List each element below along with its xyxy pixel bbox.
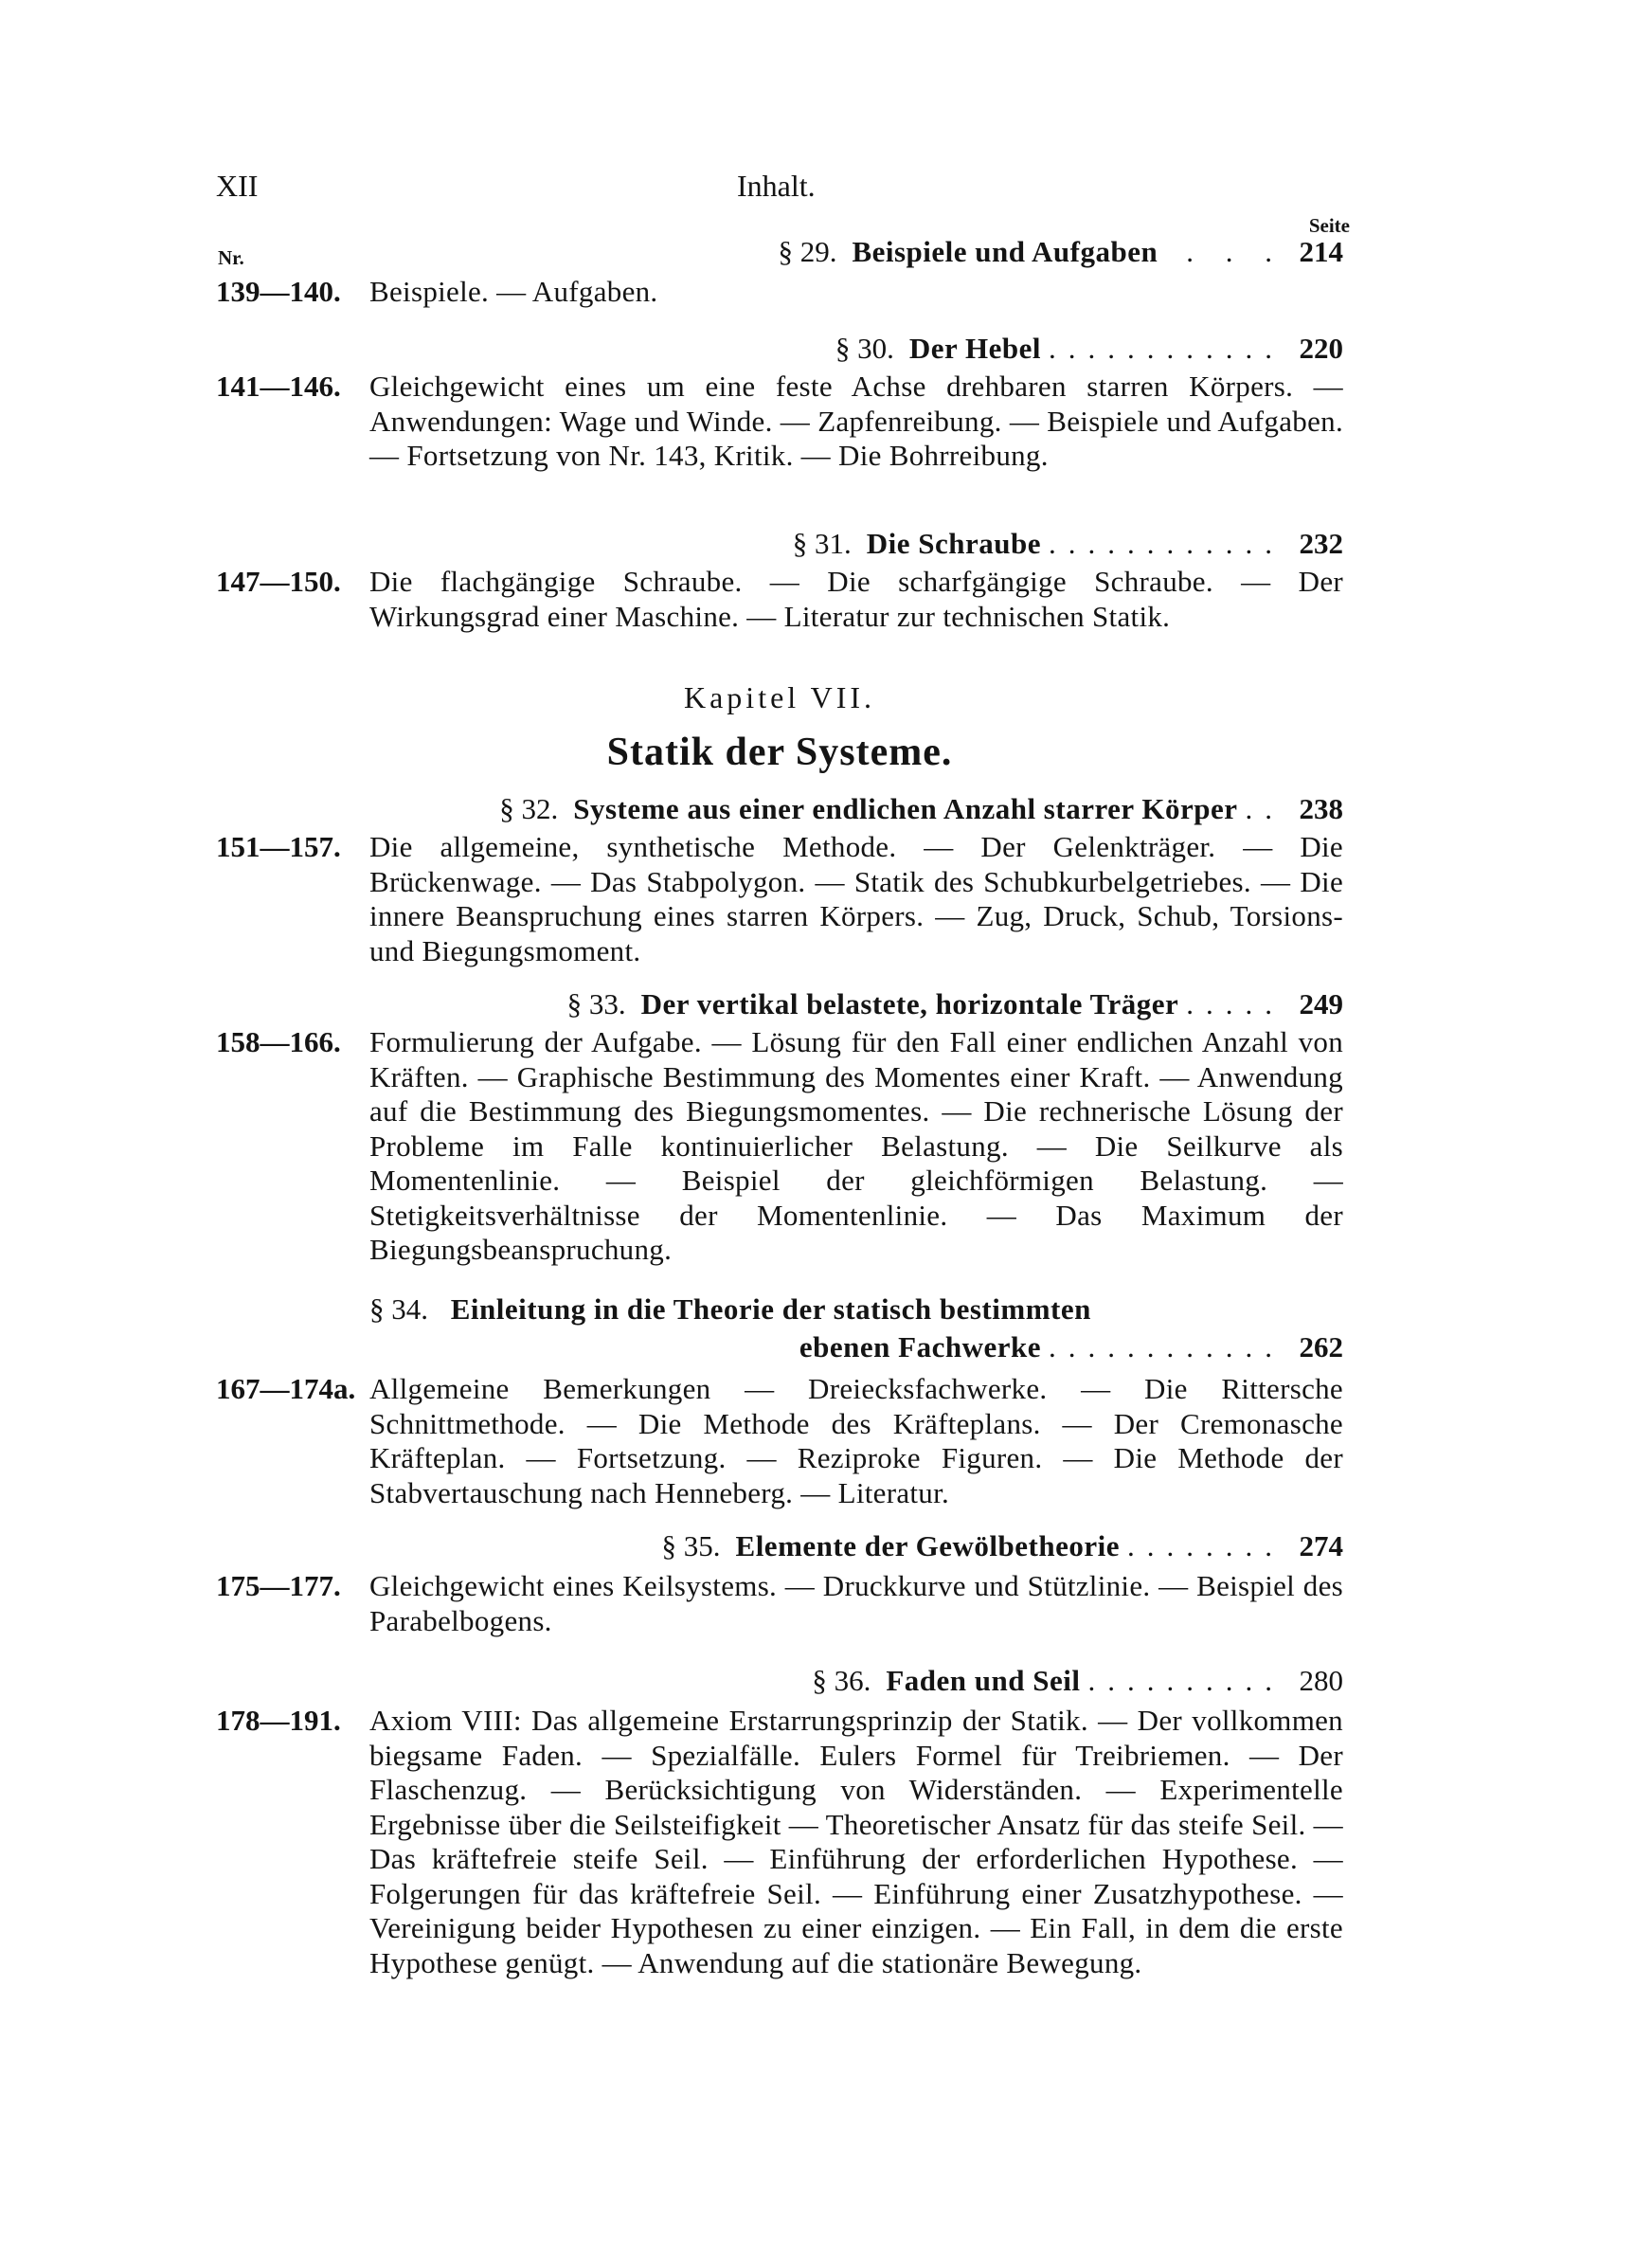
leader-dots: ............	[1049, 1330, 1284, 1363]
section-symbol: § 35.	[661, 1529, 721, 1562]
seite-column-header: Seite	[1308, 214, 1350, 237]
entry-text: Allgemeine Bemerkungen — Dreiecksfachwerke. — Die Rittersche Schnittmethode. — Die Methode des Kräfteplans. — Der Cremonasche Kräfteplan. — Fortsetzung. — Reziproke Figuren. — Die Methode der Stabvertauschung nach Henneberg. — Literatur.	[369, 1372, 1343, 1509]
entry-range: 147—150.	[216, 565, 341, 598]
section-symbol: § 34.	[369, 1292, 428, 1326]
section-title: Elemente der Gewölbetheorie	[735, 1529, 1120, 1562]
entry-range: 178—191.	[216, 1704, 341, 1737]
leader-dots: ........	[1127, 1529, 1284, 1562]
section-symbol: § 32.	[499, 792, 559, 825]
toc-entry	[216, 1704, 1343, 2054]
section-page: 232	[1299, 527, 1343, 560]
leader-dots: ..........	[1087, 1664, 1284, 1697]
leader-dots: . . .	[1186, 235, 1284, 268]
section-symbol: § 36.	[812, 1664, 871, 1697]
section-symbol: § 30.	[835, 332, 894, 365]
entry-range: 167—174a.	[216, 1372, 356, 1405]
page-header	[216, 169, 1343, 207]
page-number: XII	[216, 169, 259, 203]
entry-text: Axiom VIII: Das allgemeine Erstarrungsprinzip der Statik. — Der vollkommen biegsame Faden. — Spezialfälle. Eulers Formel für Treibriemen. — Der Flaschenzug. — Berücksichtigung von Widerständen. — Experimentelle Ergebnisse über die Seilsteifigkeit — Theoretischer Ansatz für das steife Seil. — Das kräftefreie steife Seil. — Einführung der erforderlichen Hypothese. — Folgerungen für das kräftefreie Seil. — Einführung einer Zusatzhypothese. — Vereinigung beider Hypothesen zu einer einzigen. — Ein Fall, in dem die erste Hypothese genügt. — Anwendung auf die stationäre Bewegung.	[369, 1704, 1343, 1979]
section-symbol: § 29.	[778, 235, 837, 268]
section-page: 220	[1299, 332, 1343, 365]
toc-entry	[216, 370, 1343, 512]
section-title: Der Hebel	[908, 332, 1041, 365]
section-page: 238	[1299, 792, 1343, 825]
entry-text: Gleichgewicht eines um eine feste Achse drehbaren starren Körpers. — Anwendungen: Wage und Winde. — Zapfenreibung. — Beispiele und Aufgaben. — Fortsetzung von Nr. 143, Kritik. — Die Bohrreibung.	[369, 370, 1343, 472]
entry-text: Gleichgewicht eines Keilsystems. — Druckkurve und Stützlinie. — Beispiel des Parabelbogens.	[369, 1569, 1343, 1637]
toc-entry	[216, 830, 1343, 972]
leader-dots: ..	[1245, 792, 1284, 825]
entry-text: Die flachgängige Schraube. — Die scharfgängige Schraube. — Der Wirkungsgrad einer Maschine. — Literatur zur technischen Statik.	[369, 565, 1343, 633]
section-title: Der vertikal belastete, horizontale Träger	[640, 987, 1179, 1020]
section-heading	[216, 235, 1343, 275]
section-symbol: § 33.	[566, 987, 626, 1020]
entry-range: 139—140.	[216, 275, 341, 308]
section-page: 274	[1299, 1529, 1343, 1562]
toc-entry	[216, 1569, 1343, 1645]
section-title: Systeme aus einer endlichen Anzahl starrer Körper	[573, 792, 1238, 825]
leader-dots: ............	[1049, 332, 1284, 365]
entry-range: 141—146.	[216, 370, 341, 403]
section-page: 262	[1299, 1330, 1343, 1363]
leader-dots: .....	[1186, 987, 1284, 1020]
chapter-label: Kapitel VII.	[683, 680, 876, 714]
nr-column-header: Nr.	[218, 246, 244, 269]
toc-entry	[216, 1372, 1343, 1514]
toc-entry	[216, 1025, 1343, 1309]
section-page: 280	[1299, 1664, 1343, 1697]
entry-text: Beispiele. — Aufgaben.	[369, 275, 658, 308]
section-title-line2: ebenen Fachwerke	[799, 1330, 1041, 1363]
entry-range: 175—177.	[216, 1569, 341, 1602]
section-heading	[216, 1292, 1343, 1370]
section-title: Beispiele und Aufgaben	[852, 235, 1158, 268]
section-heading	[216, 527, 1343, 567]
running-title: Inhalt.	[737, 169, 816, 203]
section-heading	[216, 987, 1343, 1027]
section-page: 214	[1299, 235, 1343, 268]
section-symbol: § 31.	[792, 527, 852, 560]
entry-range: 151—157.	[216, 830, 341, 863]
entry-range: 158—166.	[216, 1025, 341, 1058]
entry-text: Die allgemeine, synthetische Methode. — Der Gelenkträger. — Die Brückenwage. — Das Stabpolygon. — Statik des Schubkurbelgetriebes. — Die innere Beanspruchung eines starren Körpers. — Zug, Druck, Schub, Torsions- und Biegungsmoment.	[369, 830, 1343, 967]
section-heading	[216, 1664, 1343, 1704]
section-heading	[216, 792, 1343, 832]
toc-entry	[216, 565, 1343, 674]
toc-entry	[216, 275, 1343, 313]
section-title: Die Schraube	[866, 527, 1041, 560]
section-page: 249	[1299, 987, 1343, 1020]
section-title: Einleitung in die Theorie der statisch bestimmten	[450, 1292, 1091, 1326]
section-heading	[216, 332, 1343, 371]
section-heading	[216, 1529, 1343, 1569]
entry-text: Formulierung der Aufgabe. — Lösung für den Fall einer endlichen Anzahl von Kräften. — Graphische Bestimmung des Momentes einer Kraft. — Anwendung auf die Bestimmung des Biegungsmomentes. — Die rechnerische Lösung der Probleme im Falle kontinuierlicher Belastung. — Die Seilkurve als Momentenlinie. — Beispiel der gleichförmigen Belastung. — Stetigkeitsverhältnisse der Momentenlinie. — Das Maximum der Biegungsbeanspruchung.	[369, 1025, 1343, 1266]
leader-dots: ............	[1049, 527, 1284, 560]
chapter-title: Statik der Systeme.	[606, 731, 953, 774]
section-title: Faden und Seil	[886, 1664, 1081, 1697]
